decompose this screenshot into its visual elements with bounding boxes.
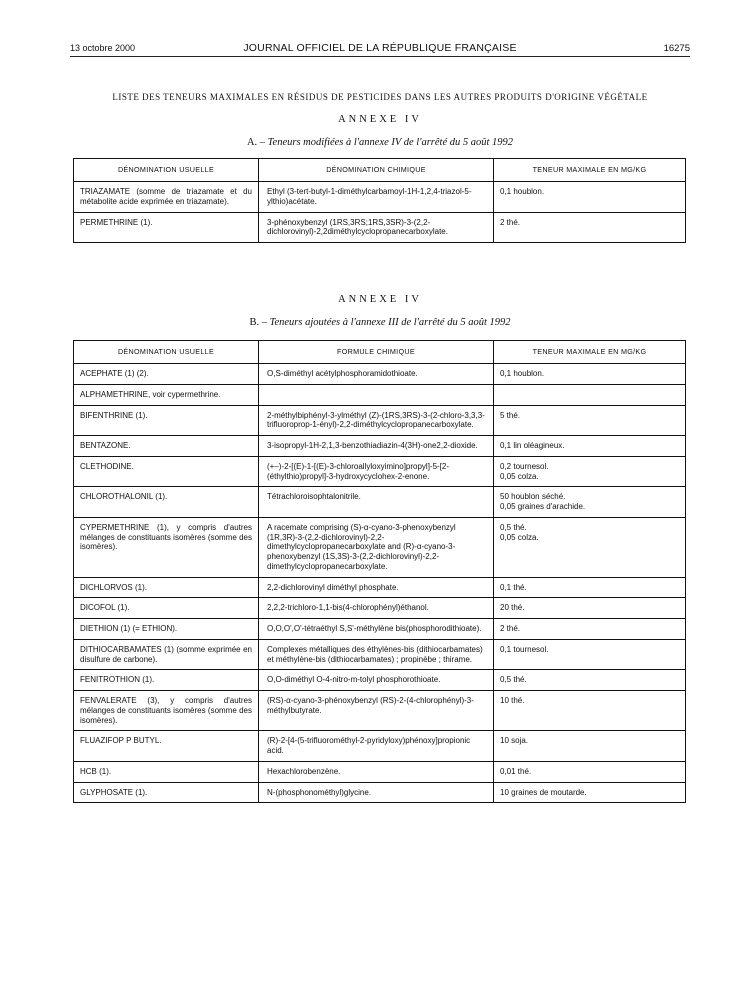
cell-max-content: 0,5 thé. [494, 670, 686, 691]
cell-denomination: FENVALERATE (3), y compris d'autres mélanges de constituants isomères (somme des isomères). [74, 691, 259, 731]
cell-max-content: 0,1 tournesol. [494, 639, 686, 670]
section-a-subtitle-prefix: A. – [246, 137, 268, 148]
table-row [74, 782, 686, 803]
table-row [74, 487, 686, 518]
header-chemical: DÉNOMINATION CHIMIQUE [259, 159, 494, 182]
table-row [74, 456, 686, 487]
section-a-subtitle [60, 137, 700, 148]
cell-max-content: 5 thé. [494, 405, 686, 436]
header-denomination: DÉNOMINATION USUELLE [74, 341, 259, 364]
header-journal-title: JOURNAL OFFICIEL DE LA RÉPUBLIQUE FRANÇAISE [243, 42, 517, 54]
cell-max-content: 0,5 thé. 0,05 colza. [494, 517, 686, 577]
cell-denomination: GLYPHOSATE (1). [74, 782, 259, 803]
cell-chemical: O,O,O',O'-tétraéthyl S,S'-méthylène bis(phosphorodithioate). [259, 619, 494, 640]
section-a-annexe: ANNEXE IV [338, 114, 422, 125]
cell-max-content: 0,1 houblon. [494, 364, 686, 385]
cell-max-content: 0,1 thé. [494, 577, 686, 598]
table-row [74, 761, 686, 782]
cell-max-content: 0,01 thé. [494, 761, 686, 782]
cell-max-content: 2 thé. [494, 212, 686, 243]
header-date: 13 octobre 2000 [70, 43, 136, 53]
table-row [74, 364, 686, 385]
cell-denomination: BIFENTHRINE (1). [74, 405, 259, 436]
cell-max-content [494, 384, 686, 405]
cell-max-content: 0,1 lin oléagineux. [494, 436, 686, 457]
cell-max-content: 10 soja. [494, 731, 686, 762]
section-b-annexe: ANNEXE IV [338, 294, 422, 305]
table-section-b [73, 340, 686, 803]
cell-chemical: N-(phosphonométhyl)glycine. [259, 782, 494, 803]
table-row [74, 182, 686, 213]
header-max-content: TENEUR MAXIMALE EN MG/KG [494, 341, 686, 364]
cell-denomination: CYPERMETHRINE (1), y compris d'autres mélanges de constituants isomères (somme des isomères). [74, 517, 259, 577]
table-header-row [74, 341, 686, 364]
section-a-subtitle-text: Teneurs modifiées à l'annexe IV de l'arrêté du 5 août 1992 [267, 137, 514, 148]
table-row [74, 670, 686, 691]
cell-max-content: 50 houblon séché. 0,05 graines d'arachide. [494, 487, 686, 518]
cell-max-content: 10 thé. [494, 691, 686, 731]
table-row [74, 619, 686, 640]
cell-chemical: O,S-diméthyl acétylphosphoramidothioate. [259, 364, 494, 385]
cell-chemical: 2,2-dichlorovinyl diméthyl phosphate. [259, 577, 494, 598]
table-row [74, 212, 686, 243]
running-header [70, 40, 690, 57]
table-row [74, 436, 686, 457]
cell-max-content: 0,2 tournesol. 0,05 colza. [494, 456, 686, 487]
cell-chemical: O,O-diméthyl O-4-nitro-m-tolyl phosphorothioate. [259, 670, 494, 691]
cell-chemical: Ethyl (3-tert-butyl-1-diméthylcarbamoyl-1H-1,2,4-triazol-5-ylthio)acétate. [259, 182, 494, 213]
cell-chemical: (R)-2-[4-(5-trifluorométhyl-2-pyridyloxy)phénoxy]propionic acid. [259, 731, 494, 762]
cell-chemical: (RS)-α-cyano-3-phénoxybenzyl (RS)-2-(4-chlorophényl)-3-méthylbutyrate. [259, 691, 494, 731]
table-row [74, 598, 686, 619]
cell-chemical: 2-méthylbiphényl-3-ylméthyl (Z)-(1RS,3RS)-3-(2-chloro-3,3,3-trifluoroprop-1-ényl)-2,2-diméthylcyclopropanecarboxylate. [259, 405, 494, 436]
cell-denomination: DICOFOL (1). [74, 598, 259, 619]
cell-chemical: Tétrachloroisophtalonitrile. [259, 487, 494, 518]
cell-max-content: 10 graines de moutarde. [494, 782, 686, 803]
cell-chemical: 2,2,2-trichloro-1,1-bis(4-chlorophényl)éthanol. [259, 598, 494, 619]
cell-denomination: CHLOROTHALONIL (1). [74, 487, 259, 518]
cell-denomination: TRIAZAMATE (somme de triazamate et du métabolite acide exprimée en triazamate). [74, 182, 259, 213]
cell-denomination: HCB (1). [74, 761, 259, 782]
header-denomination: DÉNOMINATION USUELLE [74, 159, 259, 182]
section-b-subtitle [60, 317, 700, 328]
table-row [74, 639, 686, 670]
cell-chemical: 3-isopropyl-1H-2,1,3-benzothiadiazin-4(3H)-one2,2-dioxide. [259, 436, 494, 457]
table-row [74, 577, 686, 598]
cell-max-content: 0,1 houblon. [494, 182, 686, 213]
cell-denomination: ALPHAMETHRINE, voir cypermethrine. [74, 384, 259, 405]
table-row [74, 731, 686, 762]
table-section-a [73, 158, 686, 243]
list-title: LISTE DES TENEURS MAXIMALES EN RÉSIDUS DE PESTICIDES DANS LES AUTRES PRODUITS D'ORIGINE VÉGÉTALE [112, 92, 648, 102]
cell-chemical: Complexes métalliques des éthylènes-bis (dithiocarbamates) et méthylène-bis (dithiocarbamates) ; propinèbe ; thirame. [259, 639, 494, 670]
table-row [74, 405, 686, 436]
table-row [74, 517, 686, 577]
cell-max-content: 2 thé. [494, 619, 686, 640]
header-page-number: 16275 [663, 43, 690, 54]
header-max-content: TENEUR MAXIMALE EN MG/KG [494, 159, 686, 182]
cell-denomination: DIETHION (1) (= ETHION). [74, 619, 259, 640]
cell-chemical [259, 384, 494, 405]
cell-denomination: BENTAZONE. [74, 436, 259, 457]
cell-denomination: ACEPHATE (1) (2). [74, 364, 259, 385]
cell-chemical: A racemate comprising (S)-α-cyano-3-phenoxybenzyl (1R,3R)-3-(2,2-dichlorovinyl)-2,2-dimethylcyclopropanecarboxylate and (R)-α-cyano-3-phenoxybenzyl (1S,3S)-3-(2,2-dichlorovinyl)-2,2-dimethylcyclopropanecarboxylate. [259, 517, 494, 577]
table-header-row [74, 159, 686, 182]
section-b-subtitle-prefix: B. – [249, 317, 270, 328]
cell-chemical: 3-phénoxybenzyl (1RS,3RS;1RS,3SR)-3-(2,2-dichlorovinyl)-2,2diméthylcyclopropanecarboxylate. [259, 212, 494, 243]
table-row [74, 384, 686, 405]
cell-denomination: FENITROTHION (1). [74, 670, 259, 691]
header-formula: FORMULE CHIMIQUE [259, 341, 494, 364]
cell-denomination: DICHLORVOS (1). [74, 577, 259, 598]
cell-denomination: DITHIOCARBAMATES (1) (somme exprimée en disulfure de carbone). [74, 639, 259, 670]
cell-denomination: CLETHODINE. [74, 456, 259, 487]
cell-chemical: (+–)-2-[(E)-1-[(E)-3-chloroallyloxyimino]propyl]-5-[2-(éthylthio)propyl]-3-hydroxycyclohex-2-enone. [259, 456, 494, 487]
cell-denomination: FLUAZIFOP P BUTYL. [74, 731, 259, 762]
cell-chemical: Hexachlorobenzène. [259, 761, 494, 782]
section-b-subtitle-text: Teneurs ajoutées à l'annexe III de l'arrêté du 5 août 1992 [269, 317, 511, 328]
cell-denomination: PERMETHRINE (1). [74, 212, 259, 243]
table-row [74, 691, 686, 731]
cell-max-content: 20 thé. [494, 598, 686, 619]
